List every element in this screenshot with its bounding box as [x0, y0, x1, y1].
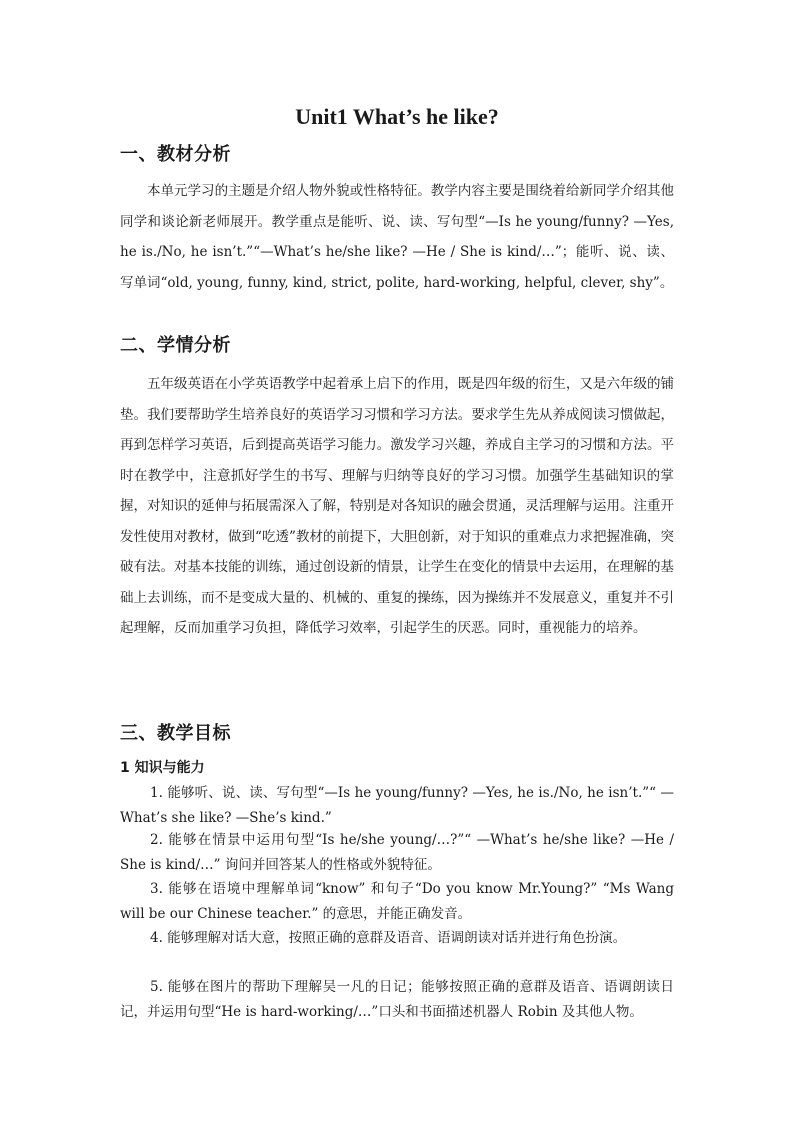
objective-item: 3. 能够在语境中理解单词“know” 和句子“Do you know Mr.Young?” “Ms Wang will be our Chinese teacher.” 的意思，并能正确发音。 — [120, 881, 674, 922]
objective-item: 2. 能够在情景中运用句型“Is he/she young/…?”“ —What’s he/she like? —He / She is kind/…” 询问并回答某人的性格或外貌特征。 — [120, 832, 674, 873]
objective-item: 5. 能够在图片的帮助下理解吴一凡的日记；能够按照正确的意群及语音、语调朗读日记，并运用句型“He is hard-working/…”口头和书面描述机器人 Robin 及其他人物。 — [120, 979, 674, 1020]
section-heading-textbook-analysis: 一、教材分析 — [120, 144, 231, 165]
section-heading-teaching-objectives: 三、教学目标 — [120, 723, 231, 744]
objective-item: 4. 能够理解对话大意，按照正确的意群及语音、语调朗读对话并进行角色扮演。 — [150, 930, 627, 946]
section-heading-learner-analysis: 二、学情分析 — [120, 335, 231, 356]
section-text-learner-analysis: 五年级英语在小学英语教学中起着承上启下的作用，既是四年级的衍生，又是六年级的铺垫。我们要帮助学生培养良好的英语学习习惯和学习方法。要求学生先从养成阅读习惯做起，再到怎样学习英语，后到提高英语学习能力。激发学习兴趣，养成自主学习的习惯和方法。平时在教学中，注意抓好学生的书写、理解与归纳等良好的学习习惯。加强学生基础知识的掌握，对知识的延伸与拓展需深入了解，特别是对各知识的融会贯通，灵活理解与运用。注重开发性使用对教材，做到“吃透”教材的前提下，大胆创新，对于知识的重难点力求把握准确，突破有法。对基本技能的训练，通过创设新的情景，让学生在变化的情景中去运用，在理解的基础上去训练，而不是变成大量的、机械的、重复的操练，因为操练并不发展意义，重复并不引起理解，反而加重学习负担，降低学习效率，引起学生的厌恶。同时，重视能力的培养。 — [120, 376, 674, 636]
objective-item: 1. 能够听、说、读、写句型“—Is he young/funny? —Yes, he is./No, he isn’t.”“ —What’s she like? —She’s kind.” — [120, 785, 674, 826]
subheading-knowledge-ability: 1 知识与能力 — [120, 760, 205, 776]
section-text-textbook-analysis: 本单元学习的主题是介绍人物外貌或性格特征。教学内容主要是围绕着给新同学介绍其他同学和谈论新老师展开。教学重点是能听、说、读、写句型“—Is he young/funny? —Yes, he is./No, he isn’t.”“—What’s he/she like? —He / She is kind/…”；能听、说、读、写单词“old, young, funny, kind, strict, polite, hard-working, helpful, clever, shy”。 — [120, 183, 674, 291]
document-title: Unit1 What’s he like? — [295, 104, 499, 129]
